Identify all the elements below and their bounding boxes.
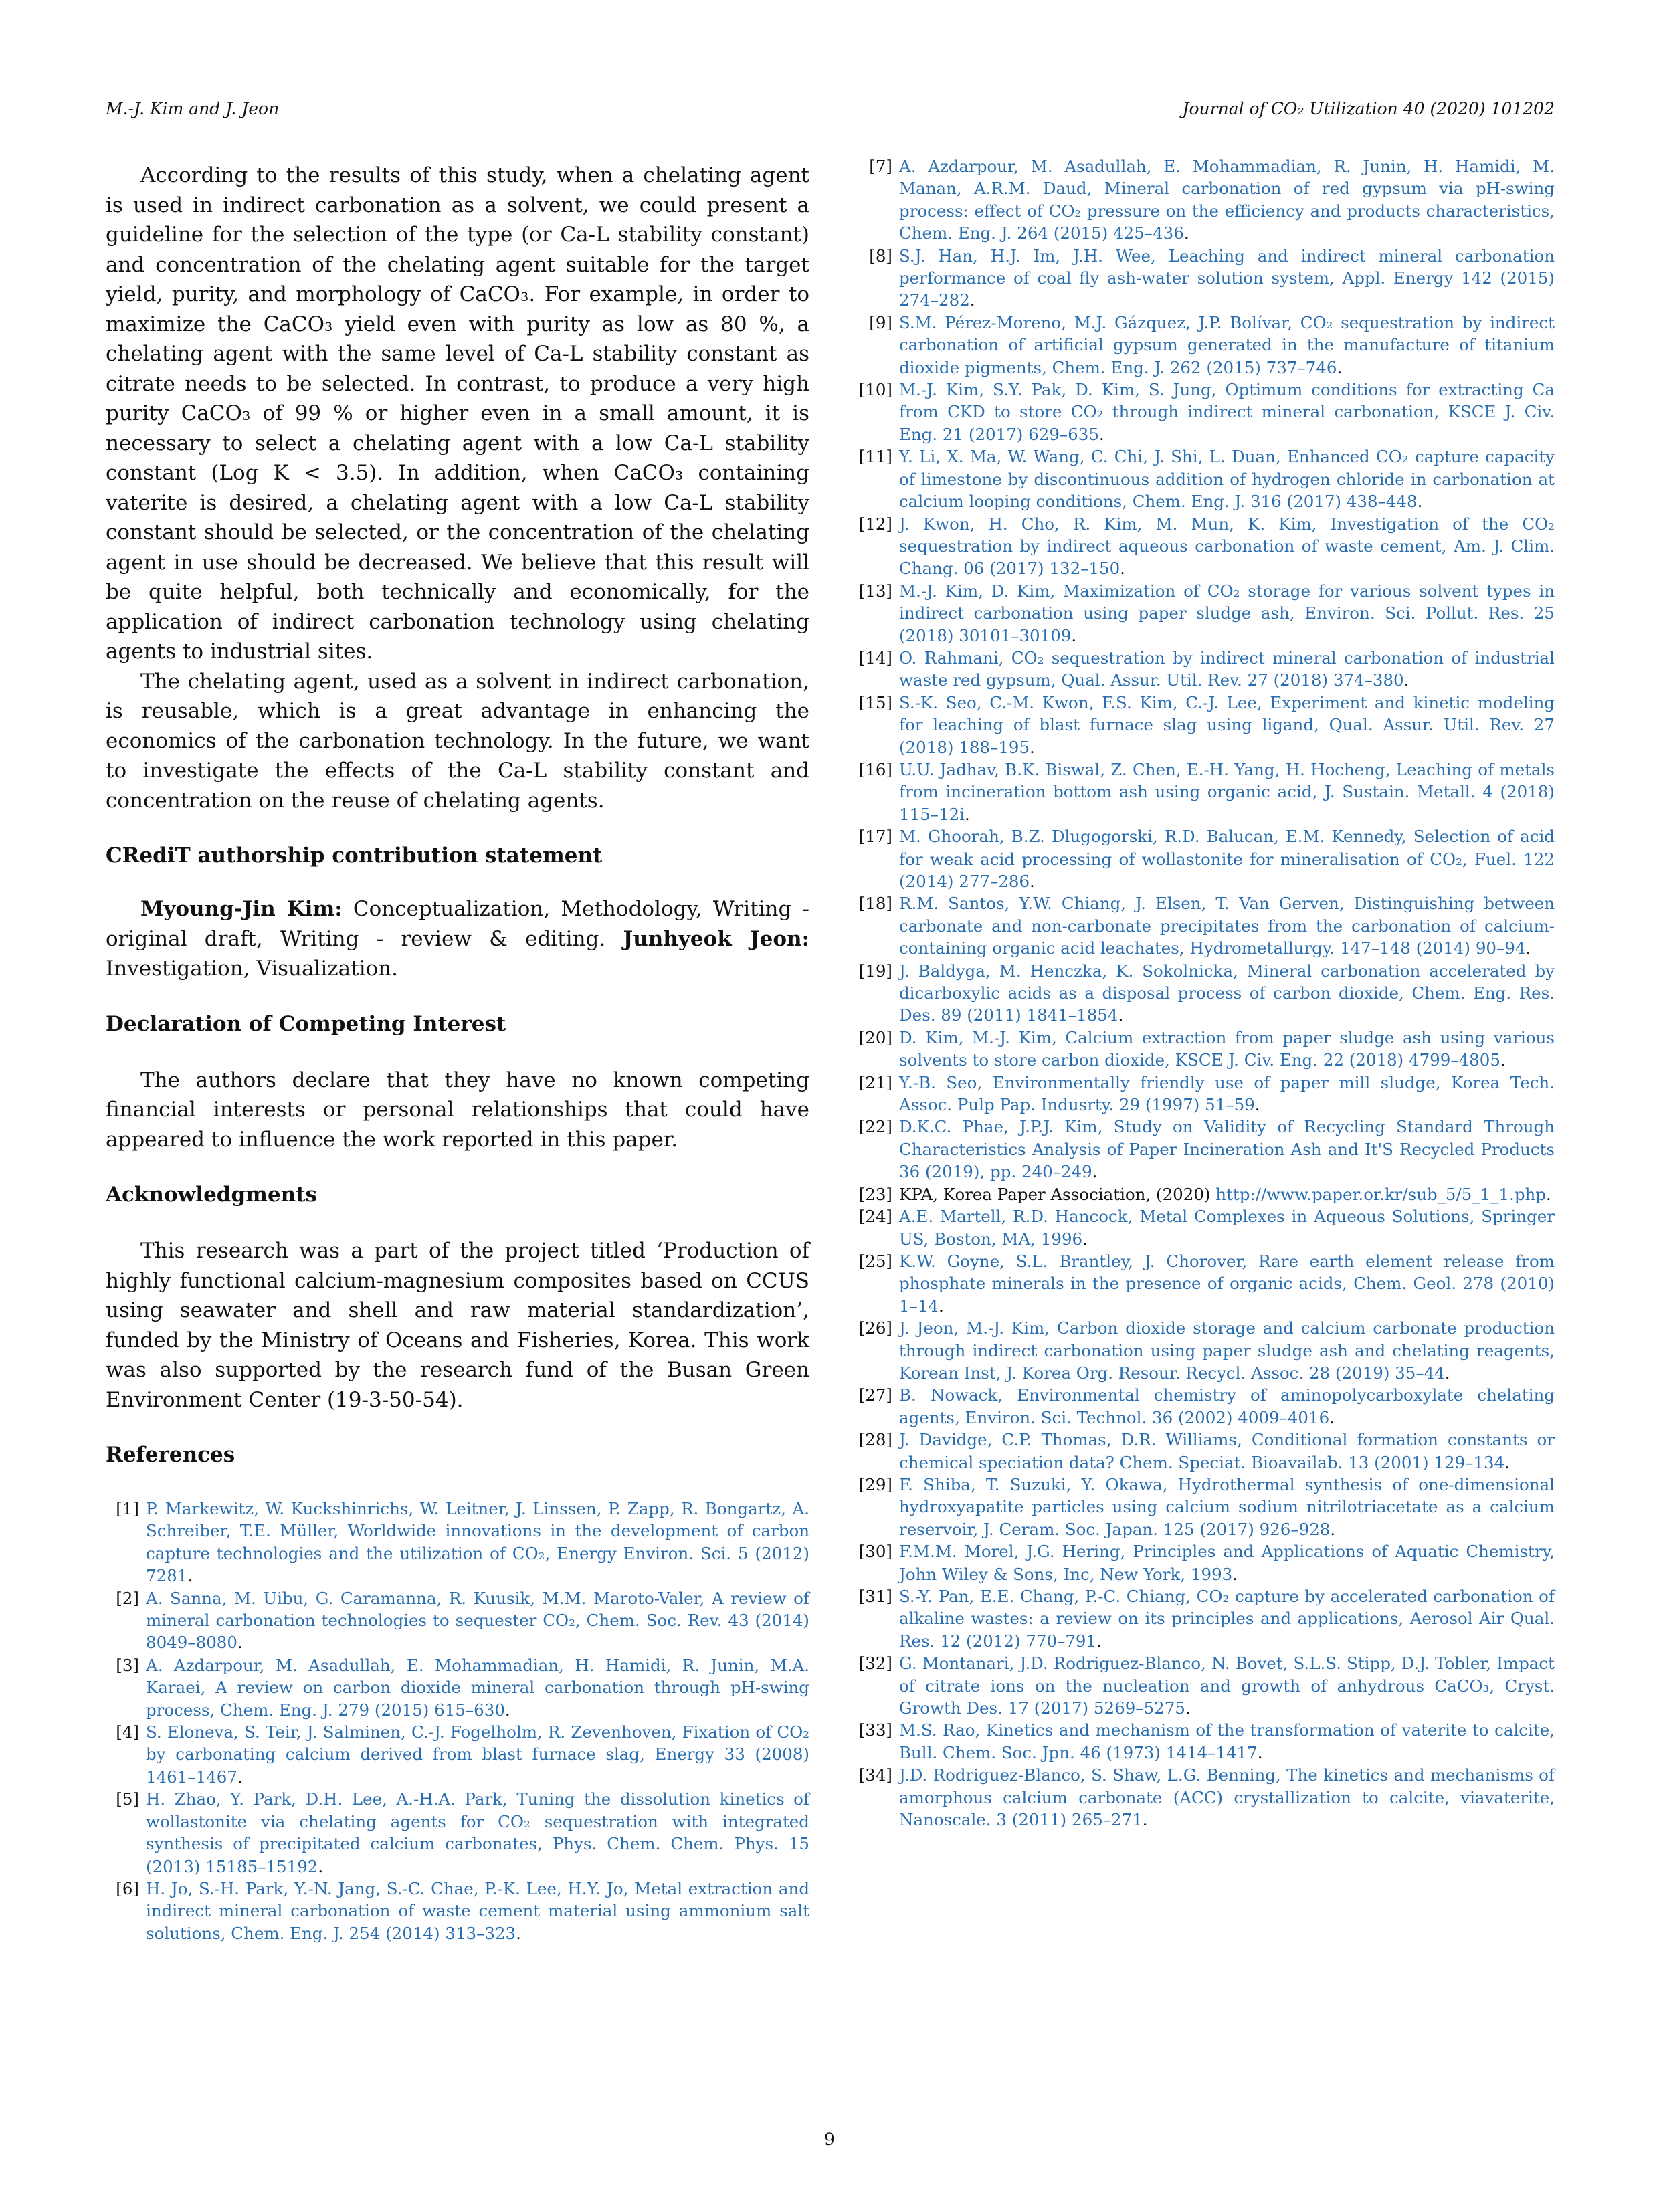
reference-item [848, 1384, 1555, 1429]
references-list-left [106, 1498, 809, 1944]
reference-link[interactable]: F.M.M. Morel, J.G. Hering, Principles and Applications of Aquatic Chemistry, John Wiley & Sons, Inc, New York, 1993. [899, 1542, 1555, 1584]
reference-item [848, 1429, 1555, 1474]
reference-item [848, 1652, 1555, 1719]
competing-interest-heading: Declaration of Competing Interest [106, 1011, 506, 1036]
reference-number: [5] [116, 1789, 139, 1809]
reference-number: [31] [858, 1587, 892, 1606]
reference-link[interactable]: U.U. Jadhav, B.K. Biswal, Z. Chen, E.-H. Yang, H. Hocheng, Leaching of metals from incineration bottom ash using organic acid, J. Sustain. Metall. 4 (2018) 115–12i. [899, 759, 1555, 824]
reference-number: [27] [858, 1385, 892, 1405]
reference-item [848, 692, 1555, 759]
reference-item [848, 1719, 1555, 1764]
reference-number: [22] [858, 1117, 892, 1137]
references-heading: References [106, 1443, 235, 1467]
reference-item [848, 1250, 1555, 1317]
reference-item [848, 1540, 1555, 1585]
reference-link[interactable]: J.D. Rodriguez-Blanco, S. Shaw, L.G. Benning, The kinetics and mechanisms of amorphous calcium carbonate (ACC) crystallization to calcite, viavaterite, Nanoscale. 3 (2011) 265–271. [899, 1765, 1555, 1830]
reference-link[interactable]: G. Montanari, J.D. Rodriguez-Blanco, N. Bovet, S.L.S. Stipp, D.J. Tobler, Impact of citrate ions on the nucleation and growth of anhydrous CaCO₃, Cryst. Growth Des. 17 (2017) 5269–5275. [899, 1653, 1555, 1718]
reference-item [848, 892, 1555, 959]
reference-link[interactable]: S.J. Han, H.J. Im, J.H. Wee, Leaching and indirect mineral carbonation performance of coal fly ash-water solution system, Appl. Energy 142 (2015) 274–282. [899, 245, 1555, 310]
reference-link[interactable]: R.M. Santos, Y.W. Chiang, J. Elsen, T. Van Gerven, Distinguishing between carbonate and non-carbonate precipitates from the carbonation of calcium-containing organic acid leachates, Hydrometallurgy. 147–148 (2014) 90–94. [899, 894, 1555, 959]
reference-link[interactable]: M. Ghoorah, B.Z. Dlugogorski, R.D. Balucan, E.M. Kennedy, Selection of acid for weak acid processing of wollastonite for mineralisation of CO₂, Fuel. 122 (2014) 277–286. [899, 827, 1555, 891]
reference-link[interactable]: A.E. Martell, R.D. Hancock, Metal Complexes in Aqueous Solutions, Springer US, Boston, MA, 1996. [899, 1207, 1555, 1249]
reference-link[interactable]: Y.-B. Seo, Environmentally friendly use of paper mill sludge, Korea Tech. Assoc. Pulp Pap. Indusrty. 29 (1997) 51–59. [899, 1072, 1555, 1115]
credit-statement [106, 894, 809, 984]
reference-number: [20] [858, 1027, 892, 1047]
reference-number: [3] [116, 1655, 139, 1675]
reference-link[interactable]: S.-Y. Pan, E.E. Chang, P.-C. Chiang, CO₂ capture by accelerated carbonation of alkaline wastes: a review on its principles and applications, Aerosol Air Qual. Res. 12 (2012) 770–791. [899, 1587, 1555, 1651]
reference-link[interactable]: S. Eloneva, S. Teir, J. Salminen, C.-J. Fogelholm, R. Zevenhoven, Fixation of CO₂ by carbonating calcium derived from blast furnace slag, Energy 33 (2008) 1461–1467. [146, 1722, 809, 1787]
reference-item [848, 1116, 1555, 1183]
reference-item [848, 1474, 1555, 1540]
reference-item [848, 445, 1555, 512]
reference-item [848, 155, 1555, 245]
reference-number: [13] [858, 581, 892, 601]
conclusion-paragraph-1: According to the results of this study, when a chelating agent is used in indirect carbonation as a solvent, we could present a guideline for the selection of the type (or Ca-L stability constant) and concentration of the chelating agent suitable for the target yield, purity, and morphology of CaCO₃. For example, in order to maximize the CaCO₃ yield even with purity as low as 80 %, a chelating agent with the same level of Ca-L stability constant as citrate needs to be selected. In contrast, to produce a very high purity CaCO₃ of 99 % or higher even in a small amount, it is necessary to select a chelating agent with a low Ca-L stability constant (Log K < 3.5). In addition, when CaCO₃ containing vaterite is desired, a chelating agent with a low Ca-L stability constant should be selected, or the concentration of the chelating agent in use should be decreased. We believe that this result will be quite helpful, both technically and economically, for the application of indirect carbonation technology using chelating agents to industrial sites. [106, 163, 809, 664]
reference-number: [29] [858, 1474, 892, 1494]
reference-link[interactable]: Y. Li, X. Ma, W. Wang, C. Chi, J. Shi, L. Duan, Enhanced CO₂ capture capacity of limestone by discontinuous addition of hydrogen chloride in carbonation at calcium looping conditions, Chem. Eng. J. 316 (2017) 438–448. [899, 447, 1555, 512]
conclusion-paragraph-2: The chelating agent, used as a solvent in indirect carbonation, is reusable, which is a great advantage in enhancing the economics of the carbonation technology. In the future, we want to investigate the effects of the Ca-L stability constant and concentration on the reuse of chelating agents. [106, 669, 809, 813]
reference-link[interactable]: F. Shiba, T. Suzuki, Y. Okawa, Hydrothermal synthesis of one-dimensional hydroxyapatite particles using calcium sodium nitrilotriacetate as a calcium reservoir, J. Ceram. Soc. Japan. 125 (2017) 926–928. [899, 1474, 1555, 1539]
credit-text-1: Conceptualization, Methodology, Writing - original draft, Writing - review & editing. [106, 897, 809, 951]
reference-number: [34] [858, 1765, 892, 1785]
reference-item [848, 825, 1555, 892]
reference-item [106, 1878, 809, 1944]
reference-item [848, 759, 1555, 825]
reference-link[interactable]: H. Jo, S.-H. Park, Y.-N. Jang, S.-C. Chae, P.-K. Lee, H.Y. Jo, Metal extraction and indirect mineral carbonation of waste cement material using ammonium salt solutions, Chem. Eng. J. 254 (2014) 313–323. [146, 1878, 809, 1943]
reference-number: [28] [858, 1430, 892, 1450]
reference-link[interactable]: M.S. Rao, Kinetics and mechanism of the transformation of vaterite to calcite, Bull. Chem. Soc. Jpn. 46 (1973) 1414–1417. [899, 1720, 1555, 1763]
reference-item [848, 312, 1555, 379]
reference-item [848, 379, 1555, 445]
running-header-journal: Journal of CO₂ Utilization 40 (2020) 101202 [1182, 99, 1555, 118]
reference-item [848, 960, 1555, 1027]
reference-item [848, 245, 1555, 312]
reference-link[interactable]: A. Sanna, M. Uibu, G. Caramanna, R. Kuusik, M.M. Maroto-Valer, A review of mineral carbonation technologies to sequester CO₂, Chem. Soc. Rev. 43 (2014) 8049–8080. [146, 1588, 809, 1653]
reference-link[interactable]: P. Markewitz, W. Kuckshinrichs, W. Leitner, J. Linssen, P. Zapp, R. Bongartz, A. Schreiber, T.E. Müller, Worldwide innovations in the development of carbon capture technologies and the utilization of CO₂, Energy Environ. Sci. 5 (2012) 7281. [146, 1499, 809, 1586]
reference-number: [21] [858, 1072, 892, 1092]
page-number: 9 [824, 2130, 835, 2149]
credit-heading: CRediT authorship contribution statement [106, 843, 603, 868]
reference-item [848, 1072, 1555, 1116]
reference-number: [14] [858, 647, 892, 668]
reference-number: [11] [858, 447, 892, 467]
reference-number: [33] [858, 1720, 892, 1740]
reference-number: [10] [858, 380, 892, 400]
reference-link[interactable]: A. Azdarpour, M. Asadullah, E. Mohammadian, H. Hamidi, R. Junin, M.A. Karaei, A review on carbon dioxide mineral carbonation through pH-swing process, Chem. Eng. J. 279 (2015) 615–630. [146, 1655, 809, 1720]
reference-number: [8] [869, 245, 892, 266]
references-list-right [848, 155, 1555, 1831]
reference-number: [26] [858, 1318, 892, 1338]
left-column [106, 161, 809, 1944]
reference-link[interactable]: J. Davidge, C.P. Thomas, D.R. Williams, Conditional formation constants or chemical speciation data? Chem. Speciat. Bioavailab. 13 (2001) 129–134. [899, 1430, 1555, 1472]
reference-item [848, 1183, 1555, 1205]
reference-item [106, 1788, 809, 1878]
reference-link[interactable]: K.W. Goyne, S.L. Brantley, J. Chorover, Rare earth element release from phosphate minerals in the presence of organic acids, Chem. Geol. 278 (2010) 1–14. [899, 1251, 1555, 1316]
reference-item [848, 1585, 1555, 1652]
reference-item [106, 1498, 809, 1587]
acknowledgments-text: This research was a part of the project titled ‘Production of highly functional calcium-magnesium composites based on CCUS using seawater and shell and raw material standardization’, funded by the Ministry of Oceans and Fisheries, Korea. This work was also supported by the research fund of the Busan Green Environment Center (19-3-50-54). [106, 1239, 809, 1412]
reference-link[interactable]: H. Zhao, Y. Park, D.H. Lee, A.-H.A. Park, Tuning the dissolution kinetics of wollastonite via chelating agents for CO₂ sequestration with integrated synthesis of precipitated calcium carbonates, Phys. Chem. Chem. Phys. 15 (2013) 15185–15192. [146, 1789, 809, 1876]
reference-number: [7] [869, 157, 892, 176]
reference-number: [17] [858, 827, 892, 847]
running-header-authors: M.-J. Kim and J. Jeon [106, 99, 280, 118]
reference-item [848, 1764, 1555, 1831]
reference-item [848, 647, 1555, 692]
reference-number: [6] [116, 1878, 139, 1898]
reference-link[interactable]: J. Jeon, M.-J. Kim, Carbon dioxide storage and calcium carbonate production through indirect carbonation using paper sludge ash and chelating reagents, Korean Inst, J. Korea Org. Resour. Recycl. Assoc. 28 (2019) 35–44. [899, 1318, 1555, 1383]
credit-author-1: Myoung-Jin Kim: [140, 897, 343, 921]
reference-item [848, 1317, 1555, 1384]
credit-author-2: Junhyeok Jeon: [623, 926, 809, 951]
reference-item [106, 1654, 809, 1721]
reference-number: [25] [858, 1251, 892, 1271]
reference-number: [24] [858, 1207, 892, 1227]
reference-link[interactable]: S.M. Pérez-Moreno, M.J. Gázquez, J.P. Bolívar, CO₂ sequestration by indirect carbonation of artificial gypsum generated in the manufacture of titanium dioxide pigments, Chem. Eng. J. 262 (2015) 737–746. [899, 312, 1555, 377]
credit-text-2: Investigation, Visualization. [106, 957, 398, 981]
reference-link[interactable]: D.K.C. Phae, J.P.J. Kim, Study on Validity of Recycling Standard Through Characteristics Analysis of Paper Incineration Ash and It'S Recycled Products 36 (2019), pp. 240–249. [899, 1117, 1555, 1182]
reference-number: [1] [116, 1499, 139, 1518]
reference-number: [30] [858, 1542, 892, 1562]
reference-link[interactable]: A. Azdarpour, M. Asadullah, E. Mohammadian, R. Junin, H. Hamidi, M. Manan, A.R.M. Daud, Mineral carbonation of red gypsum via pH-swing process: effect of CO₂ pressure on the efficiency and products characteristics, Chem. Eng. J. 264 (2015) 425–436. [899, 157, 1555, 243]
reference-item [848, 1027, 1555, 1072]
reference-item [848, 513, 1555, 580]
reference-item [848, 580, 1555, 647]
reference-number: [16] [858, 759, 892, 779]
reference-number: [32] [858, 1653, 892, 1674]
reference-link[interactable]: J. Baldyga, M. Henczka, K. Sokolnicka, Mineral carbonation accelerated by dicarboxylic acids as a disposal process of carbon dioxide, Chem. Eng. Res. Des. 89 (2011) 1841–1854. [899, 961, 1555, 1025]
reference-link[interactable]: O. Rahmani, CO₂ sequestration by indirect mineral carbonation of industrial waste red gypsum, Qual. Assur. Util. Rev. 27 (2018) 374–380. [899, 647, 1555, 690]
reference-link[interactable]: M.-J. Kim, S.Y. Pak, D. Kim, S. Jung, Optimum conditions for extracting Ca from CKD to store CO₂ through indirect mineral carbonation, KSCE J. Civ. Eng. 21 (2017) 629–635. [899, 380, 1555, 444]
reference-number: [2] [116, 1588, 139, 1608]
reference-link[interactable]: S.-K. Seo, C.-M. Kwon, F.S. Kim, C.-J. Lee, Experiment and kinetic modeling for leaching of blast furnace slag using ligand, Qual. Assur. Util. Rev. 27 (2018) 188–195. [899, 692, 1555, 757]
reference-link[interactable]: D. Kim, M.-J. Kim, Calcium extraction from paper sludge ash using various solvents to store carbon dioxide, KSCE J. Civ. Eng. 22 (2018) 4799–4805. [899, 1027, 1555, 1070]
reference-link[interactable]: J. Kwon, H. Cho, R. Kim, M. Mun, K. Kim, Investigation of the CO₂ sequestration by indirect aqueous carbonation of waste cement, Am. J. Clim. Chang. 06 (2017) 132–150. [899, 514, 1555, 579]
acknowledgments-heading: Acknowledgments [106, 1183, 317, 1207]
reference-item [848, 1205, 1555, 1250]
competing-interest-text: The authors declare that they have no known competing financial interests or personal relationships that could have appeared to influence the work reported in this paper. [106, 1068, 809, 1152]
reference-number: [9] [869, 312, 892, 332]
reference-item [106, 1587, 809, 1654]
reference-number: [23] [858, 1184, 892, 1204]
reference-number: [15] [858, 692, 892, 712]
reference-link[interactable]: M.-J. Kim, D. Kim, Maximization of CO₂ storage for various solvent types in indirect carbonation using paper sludge ash, Environ. Sci. Pollut. Res. 25 (2018) 30101–30109. [899, 581, 1555, 645]
reference-link[interactable]: B. Nowack, Environmental chemistry of aminopolycarboxylate chelating agents, Environ. Sci. Technol. 36 (2002) 4009–4016. [899, 1385, 1555, 1427]
reference-link[interactable]: KPA, Korea Paper Association, (2020) http://www.paper.or.kr/sub_5/5_1_1.php. [899, 1184, 1551, 1204]
reference-number: [4] [116, 1722, 139, 1742]
reference-number: [19] [858, 961, 892, 981]
reference-item [106, 1721, 809, 1788]
reference-number: [18] [858, 894, 892, 914]
reference-number: [12] [858, 514, 892, 534]
